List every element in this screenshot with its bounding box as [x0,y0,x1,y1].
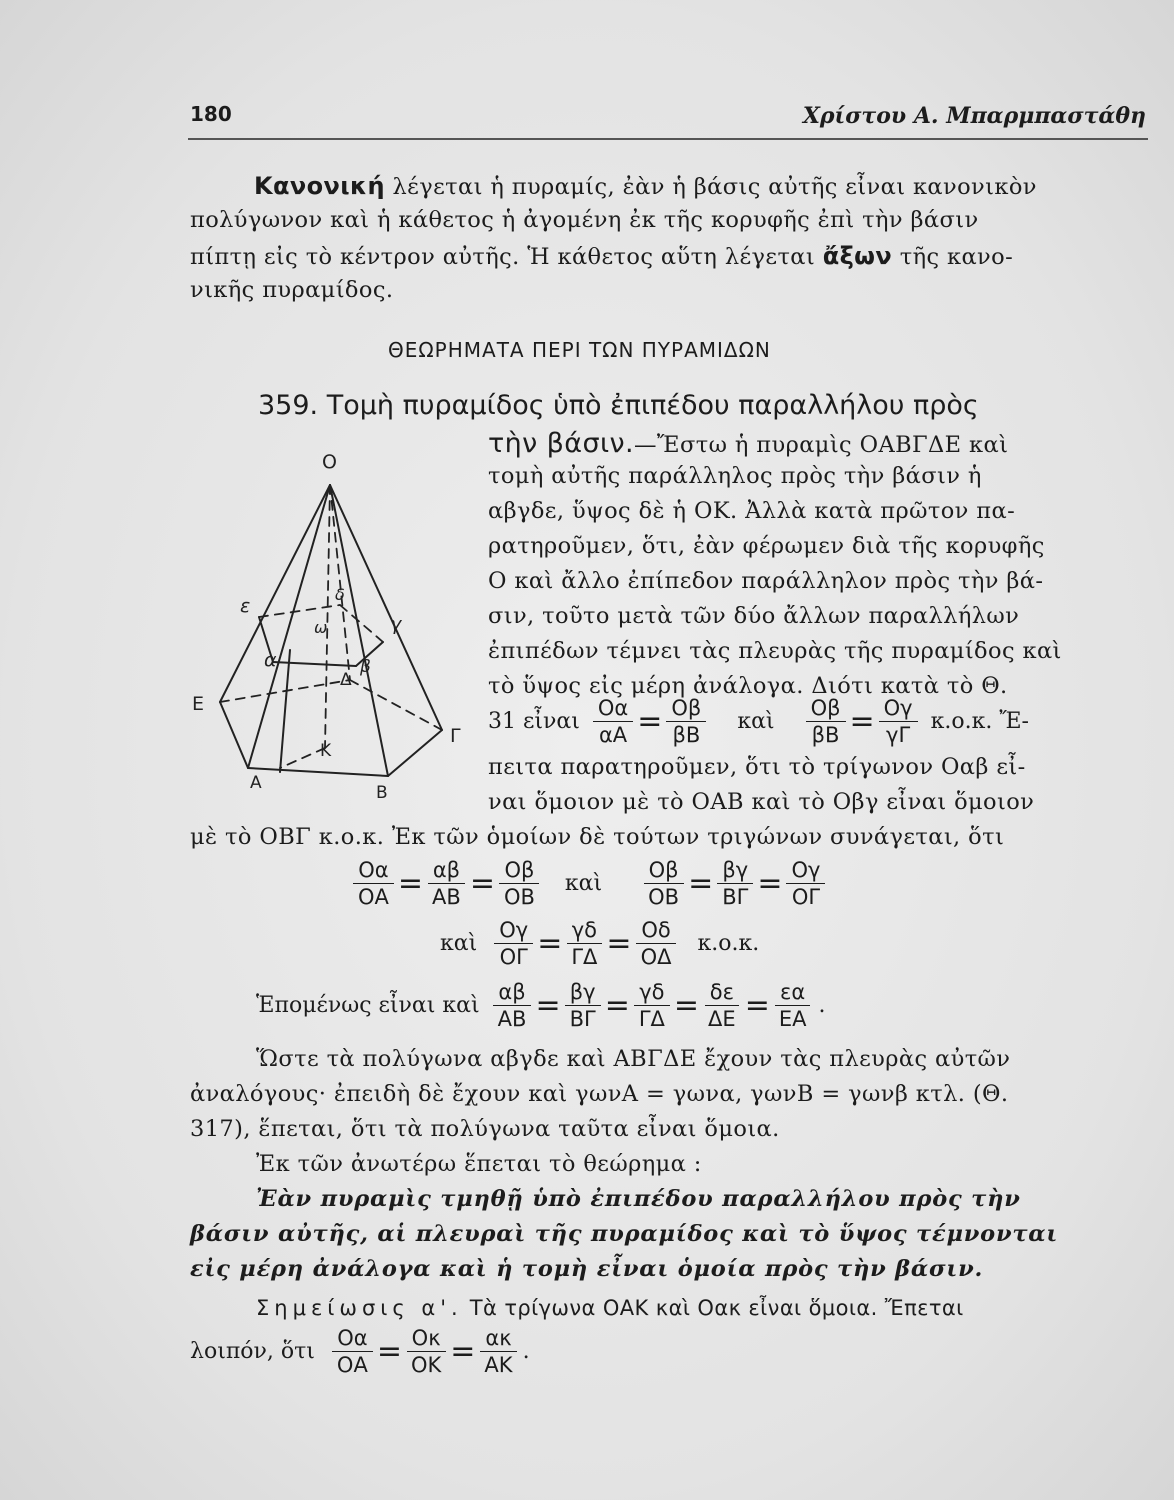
edge-dg-hidden [340,605,383,642]
fraction: $\frac{O\alpha}{OA}$ [353,858,394,909]
label-D: Δ [340,670,352,690]
term-axon: ἄξων [822,242,893,270]
fraction: $\frac{\varepsilon\alpha}{EA}$ [774,980,812,1031]
edge-EA [220,702,248,768]
fraction: $\frac{\delta\varepsilon}{\Delta E}$ [703,980,741,1031]
conclusion-line-1: Ὥστε τὰ πολύγωνα αβγδε καὶ ΑΒΓΔΕ ἔχουν τὰς πλευρὰς αὐτῶν [256,1046,1011,1072]
edge-OG [330,485,442,730]
edge-OB [330,485,388,776]
theorem-line-1: τὴν βάσιν.—Ἔστω ἡ πυραμὶς ΟΑΒΓΔΕ καὶ [488,428,1009,459]
label-A: Α [250,773,262,793]
intro-line-2: πολύγωνον καὶ ἡ κάθετος ἡ ἀγομένη ἐκ τῆς κορυφῆς ἐπὶ τὴν βάσιν [190,207,979,233]
label-g: γ [390,613,402,635]
fraction: $\frac{O\gamma}{O\Gamma}$ [494,918,533,969]
theorem-line-8: τὸ ὕψος εἰς μέρη ἀνάλογα. Διότι κατὰ τὸ Θ. [488,673,1008,699]
conclusion-line-2: ἀναλόγους· ἐπειδὴ δὲ ἔχουν καὶ γωνΑ = γωνα, γωνΒ = γωνβ κτλ. (Θ. [190,1081,1009,1107]
theorem-statement-1: Ἐὰν πυραμὶς τμηθῇ ὑπὸ ἐπιπέδου παραλλήλου πρὸς τὴν [256,1186,1021,1212]
conclusion-line-3: 317), ἕπεται, ὅτι τὰ πολύγωνα ταῦτα εἶναι ὅμοια. [190,1116,780,1142]
fraction: $\frac{\alpha\beta}{AB}$ [493,980,532,1031]
theorem-line-5: Ο καὶ ἄλλο ἐπίπεδον παράλληλον πρὸς τὴν βά- [488,568,1044,594]
label-B: Β [376,783,388,803]
pyramid-figure [180,440,480,810]
theorem-line-11: ναι ὅμοιον μὲ τὸ ΟΑΒ καὶ τὸ Οβγ εἶναι ὅμοιον [488,789,1035,815]
label-d: δ [335,585,345,604]
theorem-line-2: τομὴ αὐτῆς παράλληλος πρὸς τὴν βάσιν ἡ [488,463,982,489]
label-e: ε [240,595,251,617]
equation-row-2: καὶ $\frac{O\gamma}{O\Gamma}$ = $\frac{\gamma\delta}{\Gamma\Delta}$ = $\frac{O\delta}{O\Delta}$ κ.ο.κ. [440,918,760,969]
theorem-statement-3: εἰς μέρη ἀνάλογα καὶ ἡ τομὴ εἶναι ὁμοία πρὸς τὴν βάσιν. [190,1256,984,1282]
theorem-line-7: ἐπιπέδων τέμνει τὰς πλευρὰς τῆς πυραμίδος καὶ [488,638,1062,664]
section-heading: ΘΕΩΡΗΜΑΤΑ ΠΕΡΙ ΤΩΝ ΠΥΡΑΜΙΔΩΝ [388,338,771,362]
edge-AB [248,768,388,776]
height-OK [325,485,330,748]
theorem-line-12: μὲ τὸ ΟΒΓ κ.ο.κ. Ἐκ τῶν ὁμοίων δὲ τούτων τριγώνων συνάγεται, ὅτι [190,824,1005,850]
fraction: $\frac{O\gamma}{\gamma\Gamma}$ [879,696,918,747]
fraction: $\frac{\gamma\delta}{\Gamma\Delta}$ [634,980,670,1031]
edge-ab [273,662,356,666]
edge-DG-hidden [350,680,442,730]
note-label: Σημείωσις α'. [256,1296,463,1320]
note-line-2: λοιπόν, ὅτι $\frac{O\alpha}{OA}$ = $\frac{O\kappa}{OK}$ = $\frac{\alpha\kappa}{AK}$ . [190,1326,530,1377]
label-a: α [264,649,277,671]
fraction: $\frac{O\gamma}{O\Gamma}$ [786,858,825,909]
page-number: 180 [190,102,232,126]
fraction: $\frac{O\beta}{\beta B}$ [806,696,846,747]
label-E: Ε [192,693,205,715]
fraction: $\frac{\gamma\delta}{\Gamma\Delta}$ [566,918,602,969]
label-G: Γ [450,725,461,747]
edge-BG [388,730,442,776]
edge-AK-hidden [280,748,325,768]
intro-line-3: πίπτῃ εἰς τὸ κέντρον αὐτῆς. Ἡ κάθετος αὕτη λέγεται ἄξων τῆς κανο- [190,242,1014,270]
equation-row-1: $\frac{O\alpha}{OA}$ = $\frac{\alpha\beta}{AB}$ = $\frac{O\beta}{OB}$ καὶ $\frac{O\beta}{OB}$ = $\frac{\beta\gamma}{B\Gamma}$ = $\frac{O\gamma}{O\Gamma}$ [350,858,828,909]
theorem-statement-2: βάσιν αὐτῆς, αἱ πλευραὶ τῆς πυραμίδος καὶ τὸ ὕψος τέμνονται [190,1221,1059,1247]
theorem-line-3: αβγδε, ὕψος δὲ ἡ ΟΚ. Ἀλλὰ κατὰ πρῶτον πα- [488,498,1016,524]
fraction: $\frac{\alpha\beta}{AB}$ [427,858,466,909]
fraction: $\frac{O\alpha}{OA}$ [332,1326,373,1377]
edge-ED-hidden [220,680,350,702]
fraction: $\frac{O\beta}{OB}$ [499,858,540,909]
term-kanoniki: Κανονική [254,172,385,200]
intro-line-4: νικῆς πυραμίδος. [190,277,394,303]
label-K: Κ [320,741,332,761]
follows-line: Ἐκ τῶν ἀνωτέρω ἕπεται τὸ θεώρημα : [256,1151,702,1177]
intro-line-1: Κανονική λέγεται ἡ πυραμίς, ἐὰν ἡ βάσις αὐτῆς εἶναι κανονικὸν [254,172,1037,200]
note-line-1: Σημείωσις α'. Τὰ τρίγωνα ΟΑΚ καὶ Οακ εἶναι ὅμοια. Ἔπεται [256,1296,964,1320]
fraction: $\frac{\beta\gamma}{B\Gamma}$ [565,980,601,1031]
theorem-line-10: πειτα παρατηροῦμεν, ὅτι τὸ τρίγωνον Οαβ εἶ- [488,754,1026,780]
fraction: $\frac{\beta\gamma}{B\Gamma}$ [717,858,753,909]
fraction: $\frac{O\alpha}{\alpha A}$ [593,696,633,747]
equation-row-3: Ἑπομένως εἶναι καὶ $\frac{\alpha\beta}{AB}$ = $\frac{\beta\gamma}{B\Gamma}$ = $\frac{\gamma\delta}{\Gamma\Delta}$ = $\frac{\delta\varepsilon}{\Delta E}$ = $\frac{\varepsilon\alpha}{EA}$ . [256,980,826,1031]
theorem-line-6: σιν, τοῦτο μετὰ τῶν δύο ἄλλων παραλλήλων [488,603,1020,629]
label-w: ω [314,618,328,637]
fraction: $\frac{\alpha\kappa}{AK}$ [479,1326,517,1377]
edge-section-link [280,650,290,772]
label-O: Ο [322,451,337,473]
theorem-title: 359. Τομὴ πυραμίδος ὑπὸ ἐπιπέδου παραλλήλου πρὸς [258,390,979,421]
theorem-line-4: ρατηροῦμεν, ὅτι, ἐὰν φέρωμεν διὰ τῆς κορυφῆς [488,533,1045,559]
fraction: $\frac{O\delta}{O\Delta}$ [636,918,677,969]
theorem-line-9: 31 εἶναι $\frac{O\alpha}{\alpha A}$ = $\frac{O\beta}{\beta B}$ καὶ $\frac{O\beta}{\beta B}$ = $\frac{O\gamma}{\gamma\Gamma}$ κ.ο.κ. Ἔ- [488,696,1029,747]
theorem-title-cont: τὴν βάσιν. [488,428,634,459]
label-b: β [360,657,371,677]
edge-OD-hidden [330,485,350,680]
fraction: $\frac{O\beta}{OB}$ [643,858,684,909]
fraction: $\frac{O\beta}{\beta B}$ [666,696,706,747]
running-header-author: Χρίστου Α. Μπαρμπαστάθη [802,103,1146,129]
header-rule [188,138,1148,140]
fraction: $\frac{O\kappa}{OK}$ [406,1326,446,1377]
